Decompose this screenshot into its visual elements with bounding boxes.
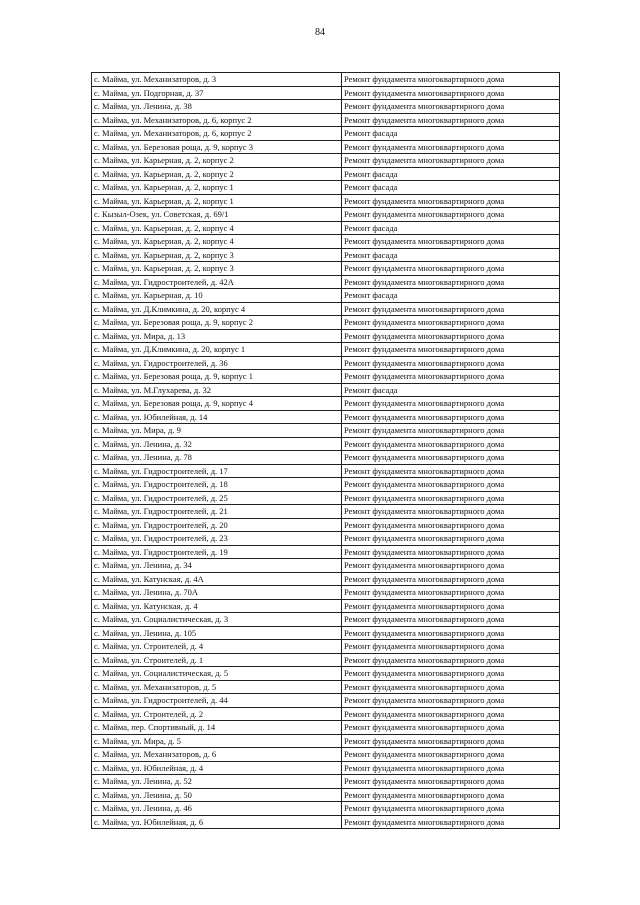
address-cell: с. Майма, ул. Ленина, д. 105 xyxy=(92,626,342,640)
work-type-cell: Ремонт фундамента многоквартирного дома xyxy=(342,86,560,100)
table-row xyxy=(92,802,560,816)
work-type-cell: Ремонт фундамента многоквартирного дома xyxy=(342,802,560,816)
work-type-cell: Ремонт фундамента многоквартирного дома xyxy=(342,302,560,316)
work-type-cell: Ремонт фундамента многоквартирного дома xyxy=(342,329,560,343)
address-cell: с. Майма, ул. Березовая роща, д. 9, корпус 2 xyxy=(92,316,342,330)
table-row xyxy=(92,599,560,613)
address-cell: с. Майма, ул. Ленина, д. 34 xyxy=(92,559,342,573)
work-type-cell: Ремонт фундамента многоквартирного дома xyxy=(342,451,560,465)
work-type-cell: Ремонт фундамента многоквартирного дома xyxy=(342,73,560,87)
table-row xyxy=(92,437,560,451)
address-cell: с. Майма, ул. Гидростроителей, д. 21 xyxy=(92,505,342,519)
address-cell: с. Майма, ул. Ленина, д. 52 xyxy=(92,775,342,789)
work-type-cell: Ремонт фундамента многоквартирного дома xyxy=(342,721,560,735)
address-cell: с. Майма, ул. Социалистическая, д. 3 xyxy=(92,613,342,627)
work-type-cell: Ремонт фундамента многоквартирного дома xyxy=(342,370,560,384)
address-cell: с. Майма, ул. Механизаторов, д. 6 xyxy=(92,748,342,762)
table-row xyxy=(92,532,560,546)
address-cell: с. Майма, ул. Гидростроителей, д. 17 xyxy=(92,464,342,478)
table-row xyxy=(92,410,560,424)
table-row xyxy=(92,194,560,208)
work-type-cell: Ремонт фундамента многоквартирного дома xyxy=(342,748,560,762)
table-row xyxy=(92,464,560,478)
address-cell: с. Майма, ул. Механизаторов, д. 6, корпус 2 xyxy=(92,113,342,127)
address-cell: с. Майма, ул. Березовая роща, д. 9, корпус 4 xyxy=(92,397,342,411)
work-type-cell: Ремонт фундамента многоквартирного дома xyxy=(342,559,560,573)
work-type-cell: Ремонт фундамента многоквартирного дома xyxy=(342,424,560,438)
table-row xyxy=(92,572,560,586)
table-row xyxy=(92,127,560,141)
address-cell: с. Майма, ул. Ленина, д. 38 xyxy=(92,100,342,114)
address-cell: с. Майма, ул. Гидростроителей, д. 20 xyxy=(92,518,342,532)
table-row xyxy=(92,667,560,681)
address-cell: с. Майма, ул. Березовая роща, д. 9, корпус 3 xyxy=(92,140,342,154)
address-cell: с. Майма, ул. Гидростроителей, д. 25 xyxy=(92,491,342,505)
table-row xyxy=(92,424,560,438)
work-type-cell: Ремонт фундамента многоквартирного дома xyxy=(342,613,560,627)
address-cell: с. Майма, ул. Гидростроителей, д. 36 xyxy=(92,356,342,370)
table-row xyxy=(92,788,560,802)
table-row xyxy=(92,262,560,276)
table-row xyxy=(92,761,560,775)
address-cell: с. Майма, ул. Ленина, д. 50 xyxy=(92,788,342,802)
repair-registry-table xyxy=(91,72,560,829)
work-type-cell: Ремонт фасада xyxy=(342,127,560,141)
work-type-cell: Ремонт фундамента многоквартирного дома xyxy=(342,491,560,505)
table-row xyxy=(92,518,560,532)
work-type-cell: Ремонт фундамента многоквартирного дома xyxy=(342,140,560,154)
work-type-cell: Ремонт фундамента многоквартирного дома xyxy=(342,761,560,775)
work-type-cell: Ремонт фундамента многоквартирного дома xyxy=(342,653,560,667)
work-type-cell: Ремонт фундамента многоквартирного дома xyxy=(342,154,560,168)
work-type-cell: Ремонт фундамента многоквартирного дома xyxy=(342,788,560,802)
table-row xyxy=(92,640,560,654)
address-cell: с. Майма, ул. Социалистическая, д. 5 xyxy=(92,667,342,681)
table-row xyxy=(92,694,560,708)
address-cell: с. Майма, ул. Ленина, д. 46 xyxy=(92,802,342,816)
work-type-cell: Ремонт фундамента многоквартирного дома xyxy=(342,775,560,789)
table-row xyxy=(92,221,560,235)
table-row xyxy=(92,721,560,735)
address-cell: с. Майма, ул. Механизаторов, д. 3 xyxy=(92,73,342,87)
table-row xyxy=(92,235,560,249)
address-cell: с. Кызыл-Озек, ул. Советская, д. 69/1 xyxy=(92,208,342,222)
table-row xyxy=(92,181,560,195)
table-row xyxy=(92,626,560,640)
work-type-cell: Ремонт фундамента многоквартирного дома xyxy=(342,599,560,613)
table-row xyxy=(92,478,560,492)
table-row xyxy=(92,748,560,762)
work-type-cell: Ремонт фундамента многоквартирного дома xyxy=(342,505,560,519)
table-row xyxy=(92,100,560,114)
work-type-cell: Ремонт фундамента многоквартирного дома xyxy=(342,410,560,424)
work-type-cell: Ремонт фундамента многоквартирного дома xyxy=(342,343,560,357)
table-row xyxy=(92,559,560,573)
work-type-cell: Ремонт фасада xyxy=(342,289,560,303)
address-cell: с. Майма, ул. Юбилейная, д. 4 xyxy=(92,761,342,775)
table-row xyxy=(92,653,560,667)
table-row xyxy=(92,815,560,829)
work-type-cell: Ремонт фундамента многоквартирного дома xyxy=(342,316,560,330)
table-row xyxy=(92,734,560,748)
work-type-cell: Ремонт фундамента многоквартирного дома xyxy=(342,586,560,600)
table-row xyxy=(92,775,560,789)
work-type-cell: Ремонт фундамента многоквартирного дома xyxy=(342,194,560,208)
table-row xyxy=(92,586,560,600)
address-cell: с. Майма, ул. Ленина, д. 32 xyxy=(92,437,342,451)
work-type-cell: Ремонт фундамента многоквартирного дома xyxy=(342,235,560,249)
table-row xyxy=(92,707,560,721)
work-type-cell: Ремонт фасада xyxy=(342,181,560,195)
work-type-cell: Ремонт фундамента многоквартирного дома xyxy=(342,694,560,708)
address-cell: с. Майма, ул. Гидростроителей, д. 18 xyxy=(92,478,342,492)
table-row xyxy=(92,383,560,397)
table-row xyxy=(92,680,560,694)
work-type-cell: Ремонт фундамента многоквартирного дома xyxy=(342,478,560,492)
work-type-cell: Ремонт фундамента многоквартирного дома xyxy=(342,707,560,721)
table-row xyxy=(92,275,560,289)
work-type-cell: Ремонт фундамента многоквартирного дома xyxy=(342,275,560,289)
address-cell: с. Майма, ул. Карьерная, д. 10 xyxy=(92,289,342,303)
table-row xyxy=(92,113,560,127)
address-cell: с. Майма, ул. Карьерная, д. 2, корпус 1 xyxy=(92,194,342,208)
work-type-cell: Ремонт фундамента многоквартирного дома xyxy=(342,100,560,114)
work-type-cell: Ремонт фундамента многоквартирного дома xyxy=(342,518,560,532)
table-row xyxy=(92,289,560,303)
work-type-cell: Ремонт фундамента многоквартирного дома xyxy=(342,532,560,546)
work-type-cell: Ремонт фасада xyxy=(342,167,560,181)
table-row xyxy=(92,154,560,168)
work-type-cell: Ремонт фундамента многоквартирного дома xyxy=(342,815,560,829)
table-row xyxy=(92,451,560,465)
table-row xyxy=(92,343,560,357)
registry-body xyxy=(92,73,560,829)
address-cell: с. Майма, ул. М.Глухарева, д. 32 xyxy=(92,383,342,397)
address-cell: с. Майма, ул. Д.Климкина, д. 20, корпус 1 xyxy=(92,343,342,357)
table-row xyxy=(92,491,560,505)
address-cell: с. Майма, ул. Карьерная, д. 2, корпус 4 xyxy=(92,221,342,235)
address-cell: с. Майма, ул. Карьерная, д. 2, корпус 2 xyxy=(92,167,342,181)
table-row xyxy=(92,356,560,370)
table-row xyxy=(92,73,560,87)
work-type-cell: Ремонт фундамента многоквартирного дома xyxy=(342,262,560,276)
table-row xyxy=(92,140,560,154)
table-row xyxy=(92,316,560,330)
address-cell: с. Майма, ул. Юбилейная, д. 14 xyxy=(92,410,342,424)
address-cell: с. Майма, ул. Карьерная, д. 2, корпус 3 xyxy=(92,262,342,276)
table-row xyxy=(92,505,560,519)
table-row xyxy=(92,208,560,222)
table-row xyxy=(92,397,560,411)
address-cell: с. Майма, ул. Гидростроителей, д. 44 xyxy=(92,694,342,708)
address-cell: с. Майма, ул. Карьерная, д. 2, корпус 4 xyxy=(92,235,342,249)
address-cell: с. Майма, ул. Гидростроителей, д. 23 xyxy=(92,532,342,546)
address-cell: с. Майма, ул. Гидростроителей, д. 42А xyxy=(92,275,342,289)
work-type-cell: Ремонт фундамента многоквартирного дома xyxy=(342,113,560,127)
work-type-cell: Ремонт фундамента многоквартирного дома xyxy=(342,208,560,222)
table-row xyxy=(92,248,560,262)
work-type-cell: Ремонт фундамента многоквартирного дома xyxy=(342,667,560,681)
work-type-cell: Ремонт фасада xyxy=(342,221,560,235)
work-type-cell: Ремонт фундамента многоквартирного дома xyxy=(342,437,560,451)
address-cell: с. Майма, ул. Катунская, д. 4 xyxy=(92,599,342,613)
address-cell: с. Майма, ул. Катунская, д. 4А xyxy=(92,572,342,586)
work-type-cell: Ремонт фундамента многоквартирного дома xyxy=(342,680,560,694)
work-type-cell: Ремонт фундамента многоквартирного дома xyxy=(342,734,560,748)
address-cell: с. Майма, ул. Ленина, д. 78 xyxy=(92,451,342,465)
address-cell: с. Майма, ул. Березовая роща, д. 9, корпус 1 xyxy=(92,370,342,384)
work-type-cell: Ремонт фундамента многоквартирного дома xyxy=(342,356,560,370)
work-type-cell: Ремонт фундамента многоквартирного дома xyxy=(342,572,560,586)
address-cell: с. Майма, ул. Юбилейная, д. 6 xyxy=(92,815,342,829)
address-cell: с. Майма, пер. Спортивный, д. 14 xyxy=(92,721,342,735)
work-type-cell: Ремонт фундамента многоквартирного дома xyxy=(342,545,560,559)
address-cell: с. Майма, ул. Строителей, д. 1 xyxy=(92,653,342,667)
address-cell: с. Майма, ул. Гидростроителей, д. 19 xyxy=(92,545,342,559)
address-cell: с. Майма, ул. Подгорная, д. 37 xyxy=(92,86,342,100)
page-number: 84 xyxy=(315,27,325,38)
address-cell: с. Майма, ул. Мира, д. 5 xyxy=(92,734,342,748)
work-type-cell: Ремонт фундамента многоквартирного дома xyxy=(342,626,560,640)
table-row xyxy=(92,370,560,384)
work-type-cell: Ремонт фундамента многоквартирного дома xyxy=(342,464,560,478)
table-row xyxy=(92,613,560,627)
address-cell: с. Майма, ул. Карьерная, д. 2, корпус 3 xyxy=(92,248,342,262)
address-cell: с. Майма, ул. Мира, д. 13 xyxy=(92,329,342,343)
work-type-cell: Ремонт фасада xyxy=(342,383,560,397)
address-cell: с. Майма, ул. Строителей, д. 4 xyxy=(92,640,342,654)
address-cell: с. Майма, ул. Строителей, д. 2 xyxy=(92,707,342,721)
address-cell: с. Майма, ул. Ленина, д. 70А xyxy=(92,586,342,600)
table-row xyxy=(92,86,560,100)
table-row xyxy=(92,302,560,316)
address-cell: с. Майма, ул. Карьерная, д. 2, корпус 2 xyxy=(92,154,342,168)
table-row xyxy=(92,167,560,181)
work-type-cell: Ремонт фундамента многоквартирного дома xyxy=(342,397,560,411)
work-type-cell: Ремонт фундамента многоквартирного дома xyxy=(342,640,560,654)
table-row xyxy=(92,329,560,343)
address-cell: с. Майма, ул. Механизаторов, д. 5 xyxy=(92,680,342,694)
address-cell: с. Майма, ул. Механизаторов, д. 6, корпус 2 xyxy=(92,127,342,141)
address-cell: с. Майма, ул. Д.Климкина, д. 20, корпус 4 xyxy=(92,302,342,316)
address-cell: с. Майма, ул. Мира, д. 9 xyxy=(92,424,342,438)
work-type-cell: Ремонт фасада xyxy=(342,248,560,262)
address-cell: с. Майма, ул. Карьерная, д. 2, корпус 1 xyxy=(92,181,342,195)
table-row xyxy=(92,545,560,559)
